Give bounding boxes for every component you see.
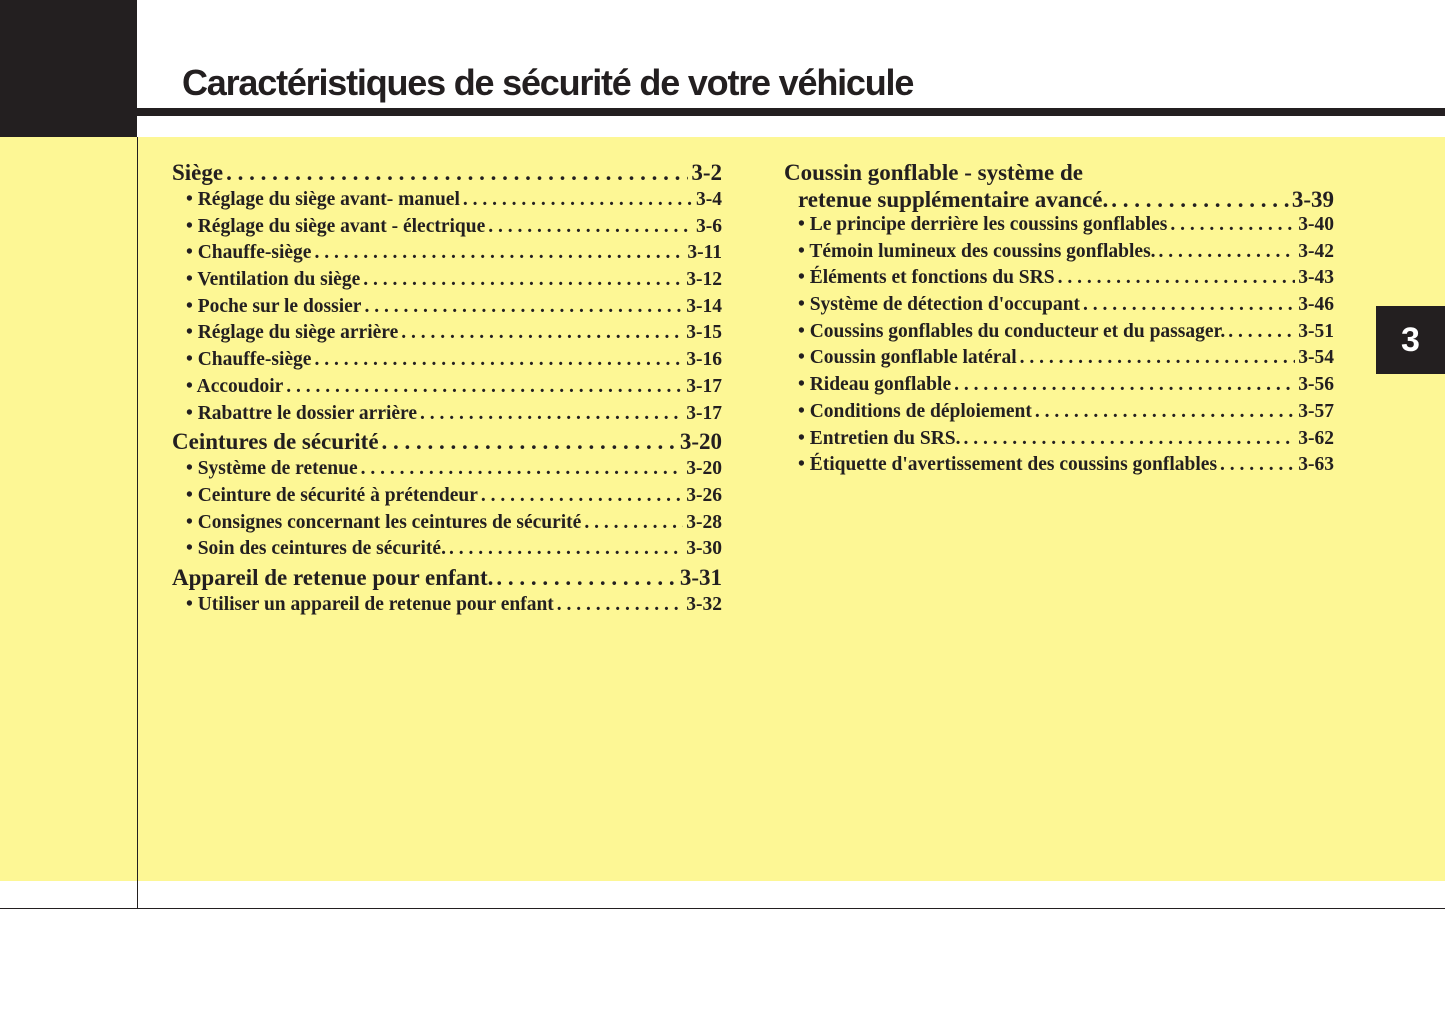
toc-label: • Rideau gonflable <box>798 374 952 396</box>
leader-dots <box>401 322 683 344</box>
leader-dots <box>1083 294 1295 316</box>
toc-page: 3-14 <box>686 295 722 317</box>
toc-subentry[interactable] <box>784 321 1334 348</box>
leader-dots <box>954 374 1295 396</box>
toc-subentry[interactable] <box>784 214 1334 241</box>
toc-label: • Système de retenue <box>186 458 358 480</box>
toc-subentry[interactable] <box>172 458 722 485</box>
toc-page: 3-54 <box>1298 347 1334 369</box>
toc-subentry[interactable] <box>172 269 722 296</box>
leader-dots <box>1020 347 1296 369</box>
toc-page: 3-12 <box>686 269 722 291</box>
toc-label: • Réglage du siège avant- manuel <box>186 189 460 210</box>
leader-dots <box>1111 187 1289 213</box>
toc-entry[interactable] <box>784 187 1334 214</box>
toc-page: 3-2 <box>691 160 722 185</box>
toc-page: 3-40 <box>1298 214 1334 235</box>
toc-page: 3-30 <box>686 538 722 560</box>
toc-label: Ceintures de sécurité <box>172 429 379 455</box>
toc-page: 3-32 <box>686 593 722 615</box>
leader-dots <box>1170 214 1295 236</box>
toc-entry[interactable] <box>172 429 722 458</box>
leader-dots <box>496 565 676 591</box>
leader-dots <box>1220 454 1295 476</box>
leader-dots <box>361 458 684 480</box>
toc-subentry[interactable] <box>784 428 1334 455</box>
toc-page: 3-42 <box>1298 240 1334 262</box>
leader-dots <box>481 485 683 507</box>
toc-label: • Système de détection d'occupant <box>798 294 1080 316</box>
toc-subentry[interactable] <box>784 347 1334 374</box>
leader-dots <box>964 428 1296 450</box>
toc-page: 3-51 <box>1298 320 1334 342</box>
toc-subentry[interactable] <box>172 322 722 349</box>
toc-label: • Utiliser un appareil de retenue pour enfant <box>186 593 554 615</box>
toc-label: retenue supplémentaire avancé. <box>798 187 1109 212</box>
toc-entry[interactable] <box>172 565 722 594</box>
leader-dots <box>1035 401 1295 423</box>
corner-block <box>0 0 137 137</box>
toc-subentry[interactable] <box>172 296 722 323</box>
toc-left-column <box>172 160 722 621</box>
toc-subentry[interactable] <box>172 376 722 403</box>
toc-label: • Éléments et fonctions du SRS <box>798 267 1055 289</box>
leader-dots <box>286 376 683 398</box>
leader-dots <box>226 160 688 186</box>
toc-subentry[interactable] <box>784 241 1334 268</box>
title-rule <box>137 108 1445 116</box>
toc-label: • Chauffe-siège <box>186 349 312 371</box>
toc-label: Appareil de retenue pour enfant. <box>172 564 494 590</box>
toc-subentry[interactable] <box>172 512 722 539</box>
leader-dots <box>557 594 683 616</box>
toc-subentry[interactable] <box>172 485 722 512</box>
leader-dots <box>363 269 683 291</box>
toc-page: 3-15 <box>686 322 722 344</box>
toc-page: 3-28 <box>686 511 722 533</box>
toc-page: 3-20 <box>686 458 722 480</box>
toc-subentry[interactable] <box>784 294 1334 321</box>
toc-page: 3-39 <box>1291 187 1334 212</box>
toc-subentry[interactable] <box>784 401 1334 428</box>
leader-dots <box>382 429 677 455</box>
leader-dots <box>420 403 683 425</box>
toc-subentry[interactable] <box>172 242 722 269</box>
leader-dots <box>584 512 683 534</box>
toc-heading-line: Coussin gonflable - système de <box>784 160 1084 185</box>
toc-entry[interactable] <box>172 160 722 189</box>
leader-dots <box>314 242 684 264</box>
toc-label: • Chauffe-siège <box>186 242 312 264</box>
toc-subentry[interactable] <box>172 349 722 376</box>
toc-page: 3-46 <box>1298 294 1334 316</box>
toc-subentry[interactable] <box>172 594 722 621</box>
leader-dots <box>364 296 683 318</box>
toc-page: 3-56 <box>1298 374 1334 396</box>
leader-dots <box>1228 321 1295 343</box>
toc-label: • Consignes concernant les ceintures de sécurité <box>186 511 582 533</box>
toc-subentry[interactable] <box>172 403 722 430</box>
toc-label: Siège <box>172 160 224 185</box>
toc-page: 3-57 <box>1298 400 1334 422</box>
toc-page: 3-43 <box>1298 267 1334 289</box>
toc-page: 3-26 <box>686 484 722 506</box>
toc-page: 3-17 <box>686 375 722 397</box>
leader-dots <box>1058 267 1296 289</box>
toc-label: • Témoin lumineux des coussins gonflables. <box>798 240 1156 262</box>
toc-label: • Conditions de déploiement <box>798 400 1032 422</box>
page-title: Caractéristiques de sécurité de votre véhicule <box>182 62 914 103</box>
toc-label: • Réglage du siège avant - électrique <box>186 215 486 237</box>
toc-page: 3-16 <box>686 349 722 371</box>
toc-subentry[interactable] <box>172 216 722 243</box>
leader-dots <box>488 216 693 238</box>
toc-label: • Ventilation du siège <box>186 269 361 291</box>
toc-label: • Entretien du SRS. <box>798 427 961 449</box>
margin-line <box>137 137 138 909</box>
toc-label: • Rabattre le dossier arrière <box>186 402 418 424</box>
toc-label: • Poche sur le dossier <box>186 295 362 317</box>
toc-label: • Le principe derrière les coussins gonflables <box>798 214 1168 235</box>
toc-label: • Soin des ceintures de sécurité. <box>186 538 446 560</box>
toc-label: • Coussins gonflables du conducteur et du passager. <box>798 320 1226 342</box>
toc-page: 3-62 <box>1298 427 1334 449</box>
leader-dots <box>463 189 693 211</box>
toc-right-column <box>784 160 1334 481</box>
toc-label: • Réglage du siège arrière <box>186 322 399 344</box>
toc-label: • Étiquette d'avertissement des coussins gonflables <box>798 454 1218 476</box>
toc-page: 3-20 <box>679 429 722 455</box>
toc-label: • Ceinture de sécurité à prétendeur <box>186 484 478 506</box>
toc-subentry[interactable] <box>172 538 722 565</box>
leader-dots <box>449 538 683 560</box>
toc-subentry[interactable] <box>172 189 722 216</box>
toc-page: 3-11 <box>687 242 722 264</box>
toc-page: 3-31 <box>679 564 722 590</box>
toc-page: 3-4 <box>696 189 722 210</box>
toc-subentry[interactable] <box>784 374 1334 401</box>
footer-line <box>0 908 1445 909</box>
toc-subentry[interactable] <box>784 454 1334 481</box>
toc-page: 3-17 <box>686 402 722 424</box>
chapter-tab[interactable]: 3 <box>1376 306 1445 374</box>
leader-dots <box>1159 241 1296 263</box>
toc-label: • Accoudoir <box>186 375 284 397</box>
toc-page: 3-6 <box>696 215 722 237</box>
toc-page: 3-63 <box>1298 454 1334 476</box>
toc-subentry[interactable] <box>784 267 1334 294</box>
leader-dots <box>314 349 683 371</box>
toc-label: • Coussin gonflable latéral <box>798 347 1017 369</box>
